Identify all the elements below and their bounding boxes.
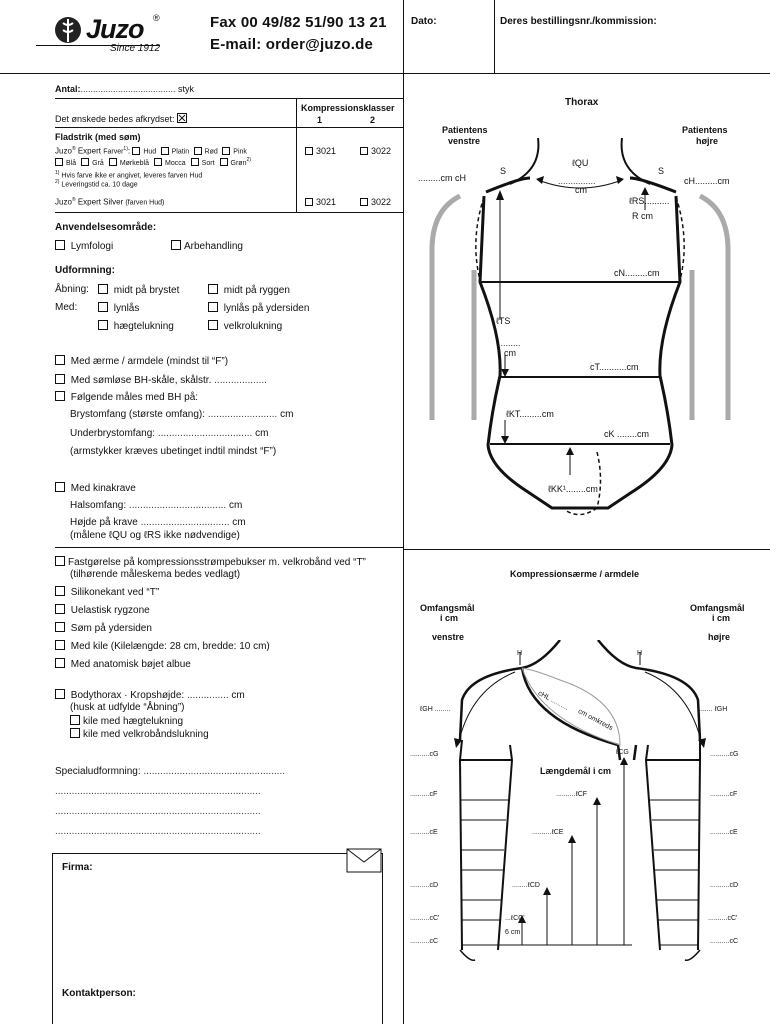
chl-text: cHL: [536, 690, 551, 702]
brystomfang-label: Brystomfang (største omfang):: [70, 409, 206, 420]
color-blaa-label: Blå: [66, 160, 77, 167]
lymfologi-checkbox[interactable]: [55, 240, 65, 250]
s-right-label: S: [658, 166, 665, 176]
antal-dots: ......................................: [80, 84, 176, 94]
color-graa-label: Grå: [92, 160, 104, 167]
special-dots[interactable]: ...................................................: [143, 766, 286, 777]
lcd-label[interactable]: ........ℓCD: [512, 882, 540, 889]
color-pink-checkbox[interactable]: [222, 147, 230, 155]
brand-name: Juzo: [86, 14, 144, 44]
lkt-label[interactable]: ℓKT.........cm: [506, 409, 554, 419]
omf-left-1: Omfangsmål: [420, 603, 475, 613]
aerme-checkbox[interactable]: [55, 355, 65, 365]
six-cm-label: 6 cm: [505, 929, 521, 936]
arm-title: Kompressionsærme / armdele: [510, 569, 640, 579]
color-roed-label: Rød: [204, 148, 218, 156]
expert-reg: ®: [71, 146, 76, 152]
order-number-label: Deres bestillingsnr./kommission:: [500, 16, 657, 27]
color-moerkeblaa-checkbox[interactable]: [109, 158, 117, 166]
color-groen-checkbox[interactable]: [220, 158, 228, 166]
uelastisk-option[interactable]: [55, 604, 150, 616]
velkro-checkbox[interactable]: [208, 320, 218, 330]
farver-label: Farver: [103, 148, 124, 156]
silver-note: (farven Hud): [125, 199, 165, 207]
brystomfang-row[interactable]: [70, 409, 293, 420]
omf-right-2: i cm: [712, 613, 731, 623]
under-row[interactable]: [70, 428, 268, 439]
hoejde-row[interactable]: [70, 517, 246, 528]
albue-option[interactable]: [55, 658, 191, 670]
hoejde-unit: cm: [232, 517, 246, 528]
soem-yder-option[interactable]: [55, 622, 152, 634]
color-roed-checkbox[interactable]: [194, 147, 202, 155]
antal-row[interactable]: [55, 84, 194, 94]
color-sort-checkbox[interactable]: [191, 158, 199, 166]
fladstrik-heading: Fladstrik (med søm): [55, 132, 141, 142]
foelgende-option[interactable]: [55, 391, 198, 403]
expert-3022-label: 3022: [371, 146, 392, 156]
arbehandling-option[interactable]: [171, 240, 243, 252]
under-unit: cm: [255, 428, 269, 439]
farver-sup: 1): [123, 146, 128, 152]
pat-hoejre-1: Patientens: [682, 125, 728, 135]
fastgoer-checkbox[interactable]: [55, 556, 65, 566]
lcg-label: ℓCG: [616, 749, 629, 756]
bodythorax-label: Bodythorax · Kropshøjde:: [70, 690, 185, 701]
soem-yder-label: Søm på ydersiden: [70, 623, 152, 634]
note-1-text: Hvis farve ikke er angivet, leveres farven Hud: [61, 172, 203, 180]
ce-right-label[interactable]: ..........cE: [710, 829, 738, 836]
silver-3022-checkbox[interactable]: [360, 198, 368, 206]
silver-prefix: Juzo: [55, 197, 72, 207]
kile-velkro-label: kile med velkrobåndslukning: [83, 729, 209, 740]
midt-brystet-option[interactable]: [98, 284, 179, 296]
halsomfang-label: Halsomfang:: [70, 500, 127, 511]
silver-3021-label: 3021: [316, 197, 337, 207]
afkrydset-text: Det ønskede bedes afkrydset:: [55, 114, 175, 124]
silikone-label: Silikonekant ved “T”: [70, 587, 160, 598]
anvendelse-heading: Anvendelsesområde:: [55, 222, 157, 233]
cd-right-label[interactable]: ..........cD: [710, 882, 739, 889]
uelastisk-label: Uelastisk rygzone: [70, 605, 150, 616]
maalene-note: (målene ℓQU og ℓRS ikke nødvendige): [70, 530, 240, 541]
silver-row: [55, 197, 164, 207]
midt-ryggen-checkbox[interactable]: [208, 284, 218, 294]
color-mocca-checkbox[interactable]: [154, 158, 162, 166]
class-2-header: 2: [370, 115, 376, 125]
lynlaas-yder-option[interactable]: [208, 302, 309, 314]
special-line-3[interactable]: ..........................................................................: [55, 826, 261, 837]
r-cm-label: R cm: [632, 211, 653, 221]
firma-label: Firma:: [62, 862, 93, 873]
expert-label: Expert: [77, 146, 101, 156]
lymfologi-option[interactable]: [55, 240, 113, 252]
note-1: [55, 170, 202, 179]
brystomfang-dots[interactable]: .........................: [207, 409, 278, 420]
lts-unit: cm: [504, 348, 516, 358]
expert-3022-checkbox[interactable]: [360, 147, 368, 155]
afkrydset-label: [55, 113, 187, 124]
note-2: [55, 179, 138, 188]
brystomfang-unit: cm: [280, 409, 294, 420]
cm-omkreds-label: cm omkreds: [576, 708, 614, 733]
groen-sup: 2): [246, 157, 251, 163]
special-line-2[interactable]: ..........................................................................: [55, 806, 261, 817]
under-label: Underbrystomfang:: [70, 428, 156, 439]
color-platin-checkbox[interactable]: [161, 147, 169, 155]
pat-venstre-1: Patientens: [442, 125, 488, 135]
lynlaas-label: lynlås: [113, 303, 140, 314]
lynlaas-yder-checkbox[interactable]: [208, 302, 218, 312]
juzo-logo: [52, 10, 167, 56]
color-graa-checkbox[interactable]: [81, 158, 89, 166]
lynlaas-option[interactable]: [98, 302, 139, 314]
midt-ryggen-option[interactable]: [208, 284, 290, 296]
uelastisk-checkbox[interactable]: [55, 604, 65, 614]
lce-label[interactable]: ..........ℓCE: [532, 829, 564, 836]
haegte-label: hægtelukning: [113, 321, 174, 332]
kile-label: Med kile (Kilelængde: 28 cm, bredde: 10 cm): [70, 641, 270, 652]
color-hud-checkbox[interactable]: [132, 147, 140, 155]
arbehandling-label: Arbehandling: [184, 241, 243, 252]
ce-left-label[interactable]: ..........cE: [410, 829, 438, 836]
color-groen-label: Grøn: [230, 160, 247, 167]
envelope-icon: [346, 848, 382, 873]
expert-3021-label: 3021: [316, 146, 337, 156]
ch-left-label[interactable]: .........cm cH: [418, 173, 467, 183]
hoejde-dots[interactable]: ................................: [140, 517, 230, 528]
halsomfang-unit: cm: [228, 500, 243, 511]
kile-checkbox[interactable]: [55, 640, 65, 650]
h-left-label: H: [517, 650, 523, 657]
color-hud-label: Hud: [143, 148, 157, 156]
haegte-option[interactable]: [98, 320, 174, 332]
cc1-left-label[interactable]: ..........cC': [410, 915, 440, 922]
kile-haegte-option[interactable]: [70, 715, 183, 727]
bodythorax-option[interactable]: [55, 689, 245, 701]
foelgende-checkbox[interactable]: [55, 391, 65, 401]
lgh-left-label[interactable]: ℓGH ........: [420, 706, 451, 713]
class-1-header: 1: [317, 115, 323, 125]
omf-left-2: i cm: [440, 613, 459, 623]
fax-number: Fax 00 49/82 51/90 13 21: [210, 14, 387, 31]
lkk-label[interactable]: ℓKK¹........cm: [548, 484, 598, 494]
lynlaas-checkbox[interactable]: [98, 302, 108, 312]
lrs-label[interactable]: ℓRS..........: [629, 196, 670, 206]
kinakrave-checkbox[interactable]: [55, 482, 65, 492]
haegte-checkbox[interactable]: [98, 320, 108, 330]
aerme-option[interactable]: [55, 355, 228, 367]
thorax-title: Thorax: [565, 97, 599, 108]
color-sort-label: Sort: [201, 160, 215, 167]
aabning-label: Åbning:: [55, 284, 89, 295]
color-platin-label: Platin: [171, 148, 190, 156]
expert-3021-checkbox[interactable]: [305, 147, 313, 155]
silver-3021: [305, 197, 336, 207]
velkro-label: velkrolukning: [223, 321, 283, 332]
hoejre-label: højre: [708, 632, 731, 642]
silver-3022: [360, 197, 391, 207]
omf-right-1: Omfangsmål: [690, 603, 745, 613]
cc-right-label[interactable]: ..........cC: [710, 938, 739, 945]
cg-right-label[interactable]: ..........cG: [710, 751, 739, 758]
silver-3021-checkbox[interactable]: [305, 198, 313, 206]
udformning-heading: Udformning:: [55, 265, 115, 276]
expert-3022: [360, 146, 391, 156]
cc1-right-label[interactable]: ..........cC': [708, 915, 738, 922]
albue-label: Med anatomisk bøjet albue: [70, 659, 191, 670]
kile-option[interactable]: [55, 640, 270, 652]
kile-haegte-checkbox[interactable]: [70, 715, 80, 725]
email-address: E-mail: order@juzo.de: [210, 36, 374, 53]
kile-velkro-option[interactable]: [70, 728, 209, 740]
armstykker-note: (armstykker kræves ubetinget indtil mindst “F”): [70, 446, 277, 457]
chl-dots[interactable]: ..........: [549, 696, 570, 712]
color-blaa-checkbox[interactable]: [55, 158, 63, 166]
note-1-sup: 1): [55, 170, 60, 176]
special-row[interactable]: [55, 766, 285, 777]
bodythorax-checkbox[interactable]: [55, 689, 65, 699]
date-label: Dato:: [411, 16, 437, 27]
fastgoer-label: Fastgørelse på kompressionsstrømpebukser m. velkrobånd ved “T”: [68, 557, 366, 568]
ct-label[interactable]: cT...........cm: [590, 362, 639, 372]
halsomfang-dots[interactable]: ...................................: [128, 500, 227, 511]
fastgoer-option[interactable]: [55, 556, 366, 568]
brand-since: Since 1912: [110, 43, 161, 54]
expert-colors-row2: [55, 157, 251, 167]
soemloese-dots[interactable]: ...................: [214, 375, 267, 386]
ch-right-label[interactable]: cH.........cm: [684, 176, 730, 186]
kinakrave-option[interactable]: [55, 482, 136, 494]
lqu-unit: cm: [575, 185, 587, 195]
aerme-label: Med ærme / armdele (mindst til “F”): [70, 356, 229, 367]
color-mocca-label: Mocca: [165, 160, 186, 167]
antal-unit: styk: [178, 84, 195, 94]
husk-note: (husk at udfylde “Åbning”): [70, 702, 185, 713]
cf-left-label[interactable]: ..........cF: [410, 791, 438, 798]
antal-label: Antal:: [55, 84, 81, 94]
under-dots[interactable]: ..................................: [157, 428, 253, 439]
soemloese-checkbox[interactable]: [55, 374, 65, 384]
venstre-label: venstre: [432, 632, 465, 642]
silver-label: Expert Silver: [77, 197, 124, 207]
soem-yder-checkbox[interactable]: [55, 622, 65, 632]
lqu-dots[interactable]: ...............: [558, 176, 596, 186]
bodythorax-unit: cm: [231, 690, 245, 701]
lgh-right-label[interactable]: ........ ℓGH: [697, 706, 728, 713]
velkro-option[interactable]: [208, 320, 282, 332]
midt-brystet-label: midt på brystet: [113, 285, 180, 296]
note-2-sup: 2): [55, 179, 60, 185]
med-label: Med:: [55, 302, 78, 313]
lts-dots[interactable]: .........: [498, 338, 521, 348]
lcc1-label[interactable]: ...ℓCC': [505, 915, 525, 922]
lcf-label[interactable]: ..........ℓCF: [556, 791, 588, 798]
silver-reg: ®: [71, 197, 76, 203]
kinakrave-label: Med kinakrave: [70, 483, 136, 494]
lqu-label: ℓQU: [572, 158, 589, 168]
s-left-label: S: [500, 166, 507, 176]
soemloese-option[interactable]: [55, 374, 267, 386]
compression-classes-header: Kompressionsklasser: [301, 103, 395, 113]
checked-example-icon: [177, 113, 187, 123]
bodythorax-dots[interactable]: ...............: [186, 690, 229, 701]
cd-left-label[interactable]: ..........cD: [410, 882, 439, 889]
albue-checkbox[interactable]: [55, 658, 65, 668]
silikone-checkbox[interactable]: [55, 586, 65, 596]
cg-left-label[interactable]: ..........cG: [410, 751, 439, 758]
soemloese-label: Med sømløse BH-skåle, skålstr.: [70, 375, 212, 386]
lts-label: ℓTS: [496, 316, 511, 326]
brand-reg: ®: [153, 13, 160, 23]
silikone-option[interactable]: [55, 586, 159, 598]
cn-label[interactable]: cN.........cm: [614, 268, 660, 278]
expert-prefix: Juzo: [55, 146, 72, 156]
h-right-label: H: [637, 650, 643, 657]
halsomfang-row[interactable]: [70, 500, 242, 511]
color-moerkeblaa-label: Mørkeblå: [119, 160, 150, 167]
pat-venstre-2: venstre: [448, 136, 481, 146]
cc-left-label[interactable]: ..........cC: [410, 938, 439, 945]
silver-3022-label: 3022: [371, 197, 392, 207]
special-label: Specialudformning:: [55, 766, 141, 777]
note-2-text: Leveringstid ca. 10 dage: [61, 181, 138, 189]
pat-hoejre-2: højre: [696, 136, 719, 146]
lynlaas-yder-label: lynlås på ydersiden: [223, 303, 310, 314]
cf-right-label[interactable]: ..........cF: [710, 791, 738, 798]
expert-row: Juzo® Expert Farver$^{1)}$: Hud Platin Rød Pink: [55, 146, 247, 156]
ck-label[interactable]: cK ........cm: [604, 429, 650, 439]
fastgoer-note: (tilhørende måleskema bedes vedlagt): [70, 569, 241, 580]
arbehandling-checkbox[interactable]: [171, 240, 181, 250]
expert-3021: [305, 146, 336, 156]
kile-velkro-checkbox[interactable]: [70, 728, 80, 738]
kontakt-label: Kontaktperson:: [62, 988, 136, 999]
color-pink-label: Pink: [233, 148, 247, 156]
special-line-1[interactable]: ..........................................................................: [55, 786, 261, 797]
midt-ryggen-label: midt på ryggen: [223, 285, 290, 296]
midt-brystet-checkbox[interactable]: [98, 284, 108, 294]
hoejde-label: Højde på krave: [70, 517, 138, 528]
lymfologi-label: Lymfologi: [70, 241, 114, 252]
kile-haegte-label: kile med hægtelukning: [83, 716, 184, 727]
foelgende-label: Følgende måles med BH på:: [70, 392, 199, 403]
laengde-label: Længdemål i cm: [540, 766, 612, 776]
